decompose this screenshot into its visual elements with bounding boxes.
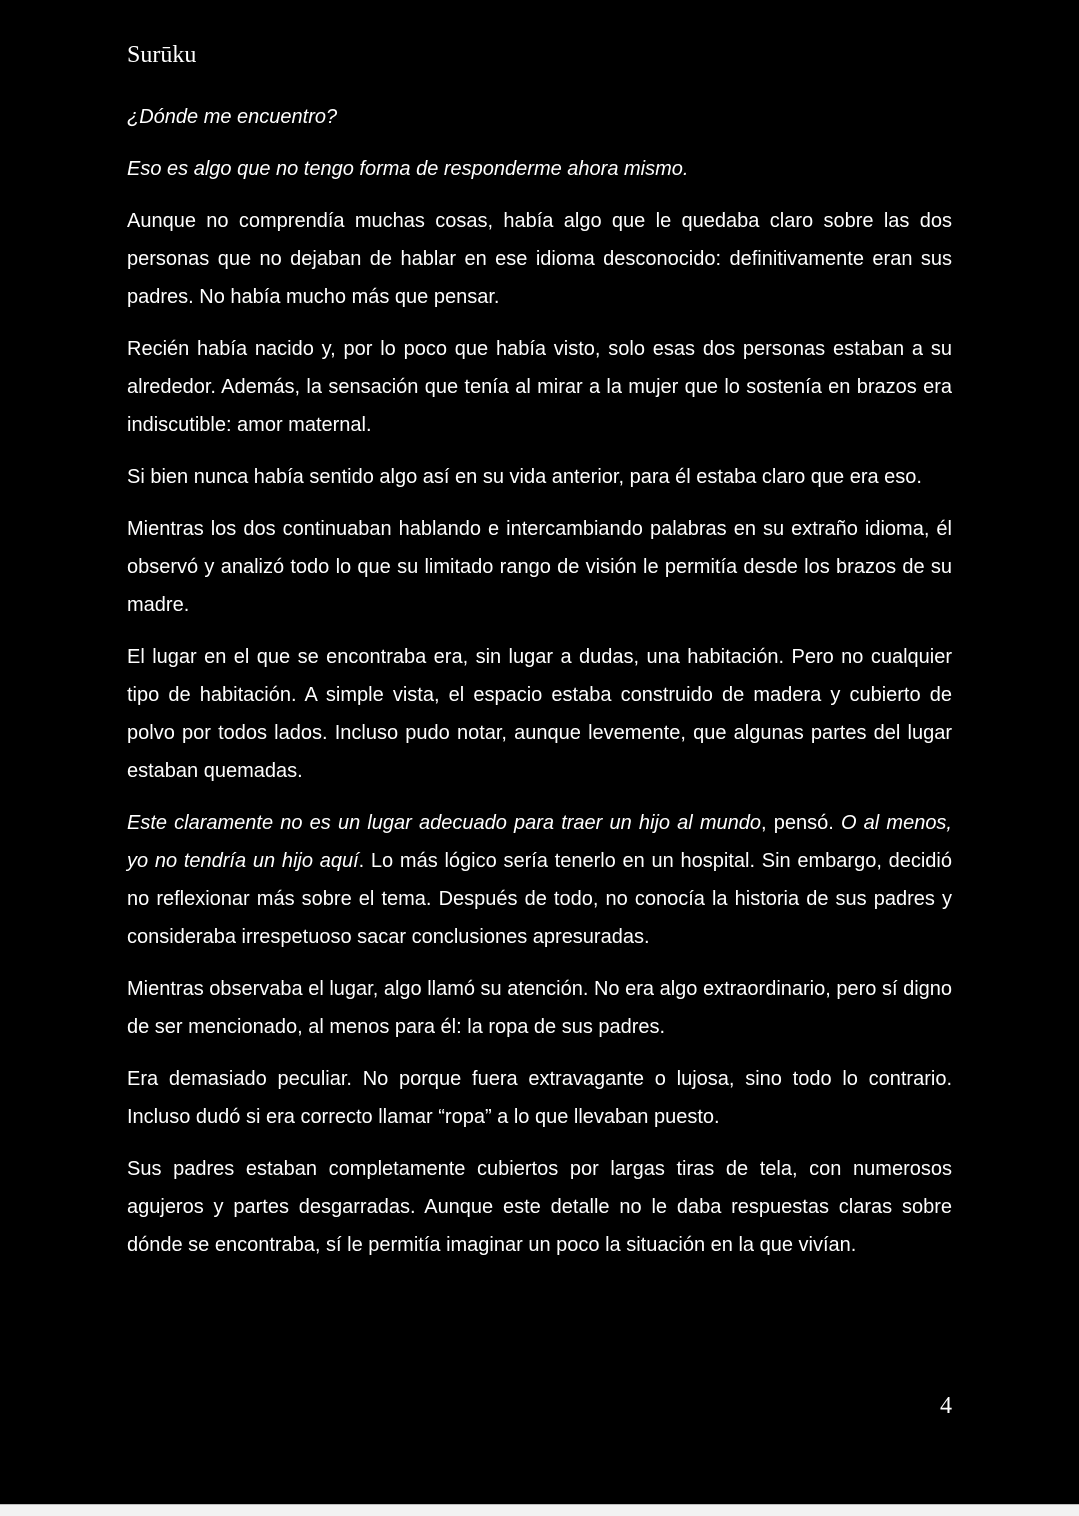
page-number: 4: [940, 1393, 952, 1419]
narration: . Lo más lógico sería tenerlo en un hospital. Sin embargo, decidió no reflexionar más sobre el tema. Después de todo, no conocía la historia de sus padres y consideraba irrespetuoso sacar conclusiones apresuradas.: [127, 850, 952, 948]
paragraph-4: Recién había nacido y, por lo poco que había visto, solo esas dos personas estaban a su alrededor. Además, la sensación que tenía al mirar a la mujer que lo sostenía en brazos era indiscutible: amor maternal.: [127, 338, 952, 436]
paragraph-6: Mientras los dos continuaban hablando e intercambiando palabras en su extraño idioma, él observó y analizó todo lo que su limitado rango de visión le permitía desde los brazos de su madre.: [127, 518, 952, 616]
paragraph-1: [127, 98, 952, 136]
paragraph-3: Aunque no comprendía muchas cosas, había algo que le quedaba claro sobre las dos personas que no dejaban de hablar en ese idioma desconocido: definitivamente eran sus padres. No había mucho más que pensar.: [127, 210, 952, 308]
italic-thought: Este claramente no es un lugar adecuado para traer un hijo al mundo: [127, 812, 762, 834]
running-header-title: Surūku: [127, 42, 197, 68]
body-text: [127, 98, 952, 1278]
paragraph-8: [127, 804, 952, 956]
paragraph-10: Era demasiado peculiar. No porque fuera extravagante o lujosa, sino todo lo contrario. Incluso dudó si era correcto llamar “ropa” a lo que llevaban puesto.: [127, 1068, 952, 1128]
paragraph-11: Sus padres estaban completamente cubiertos por largas tiras de tela, con numerosos agujeros y partes desgarradas. Aunque este detalle no le daba respuestas claras sobre dónde se encontraba, sí le permitía imaginar un poco la situación en la que vivían.: [127, 1158, 952, 1256]
paragraph-2: [127, 150, 952, 188]
paragraph-5: Si bien nunca había sentido algo así en su vida anterior, para él estaba claro que era eso.: [127, 466, 922, 488]
viewer-bottom-edge: [0, 1504, 1079, 1516]
italic-thought: ¿Dónde me encuentro?: [127, 106, 338, 128]
narration: , pensó.: [761, 812, 841, 834]
paragraph-9: Mientras observaba el lugar, algo llamó su atención. No era algo extraordinario, pero sí digno de ser mencionado, al menos para él: la ropa de sus padres.: [127, 978, 952, 1038]
paragraph-7: El lugar en el que se encontraba era, sin lugar a dudas, una habitación. Pero no cualquier tipo de habitación. A simple vista, el espacio estaba construido de madera y cubierto de polvo por todos lados. Incluso pudo notar, aunque levemente, que algunas partes del lugar estaban quemadas.: [127, 646, 952, 782]
italic-thought: O al menos, yo no tendría un hijo aquí: [127, 812, 952, 872]
italic-thought: Eso es algo que no tengo forma de responderme ahora mismo.: [127, 158, 689, 180]
